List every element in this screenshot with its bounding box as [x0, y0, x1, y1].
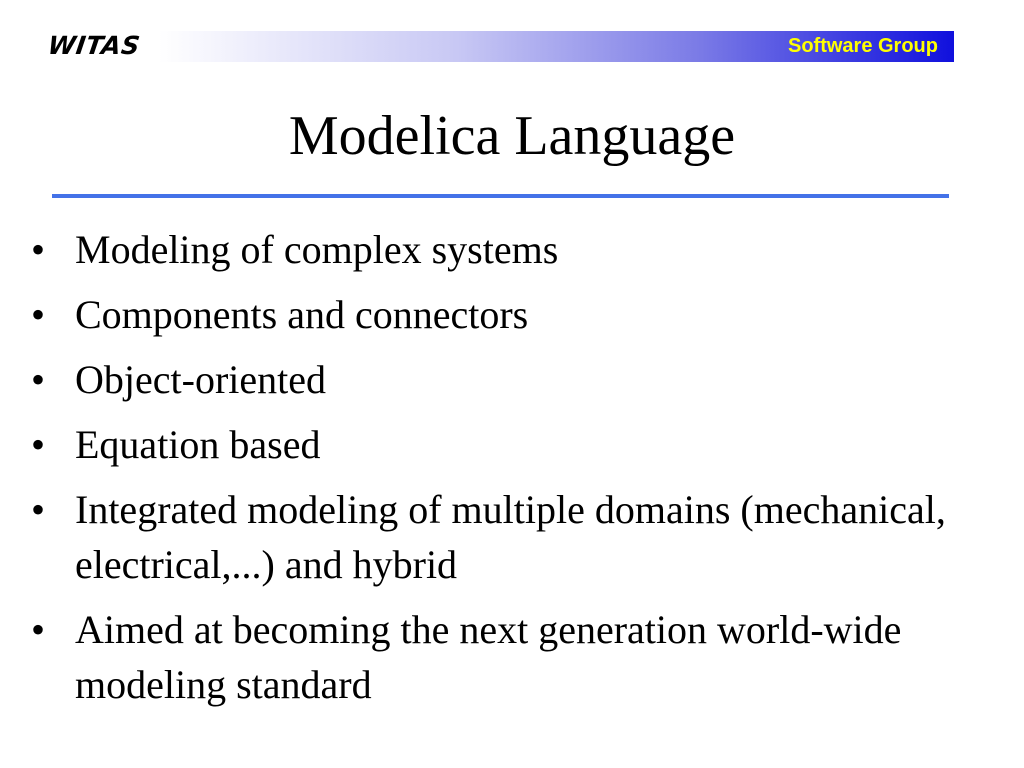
bullet-item — [28, 482, 948, 592]
bullet-dot-icon: • — [30, 487, 45, 532]
bullet-item — [28, 352, 948, 407]
bullet-item — [28, 222, 948, 277]
slide-title: Modelica Language — [288, 105, 736, 167]
bullet-list — [28, 222, 948, 722]
bullet-text: Components and connectors — [75, 292, 529, 337]
bullet-dot-icon: • — [30, 422, 45, 467]
bullet-dot-icon: • — [30, 227, 45, 272]
software-group-label: Software Group — [787, 35, 938, 57]
bullet-text: Aimed at becoming the next generation world-wide modeling standard — [75, 607, 902, 707]
bullet-text: Integrated modeling of multiple domains (mechanical, electrical,...) and hybrid — [75, 487, 946, 587]
witas-logo: WITAS — [46, 31, 142, 60]
title-divider — [52, 194, 949, 198]
bullet-item — [28, 287, 948, 342]
bullet-item — [28, 417, 948, 472]
bullet-text: Equation based — [75, 422, 321, 467]
bullet-text: Object-oriented — [75, 357, 326, 402]
bullet-dot-icon: • — [30, 607, 45, 652]
bullet-item — [28, 602, 948, 712]
bullet-text: Modeling of complex systems — [75, 227, 559, 272]
bullet-dot-icon: • — [30, 357, 45, 402]
bullet-dot-icon: • — [30, 292, 45, 337]
